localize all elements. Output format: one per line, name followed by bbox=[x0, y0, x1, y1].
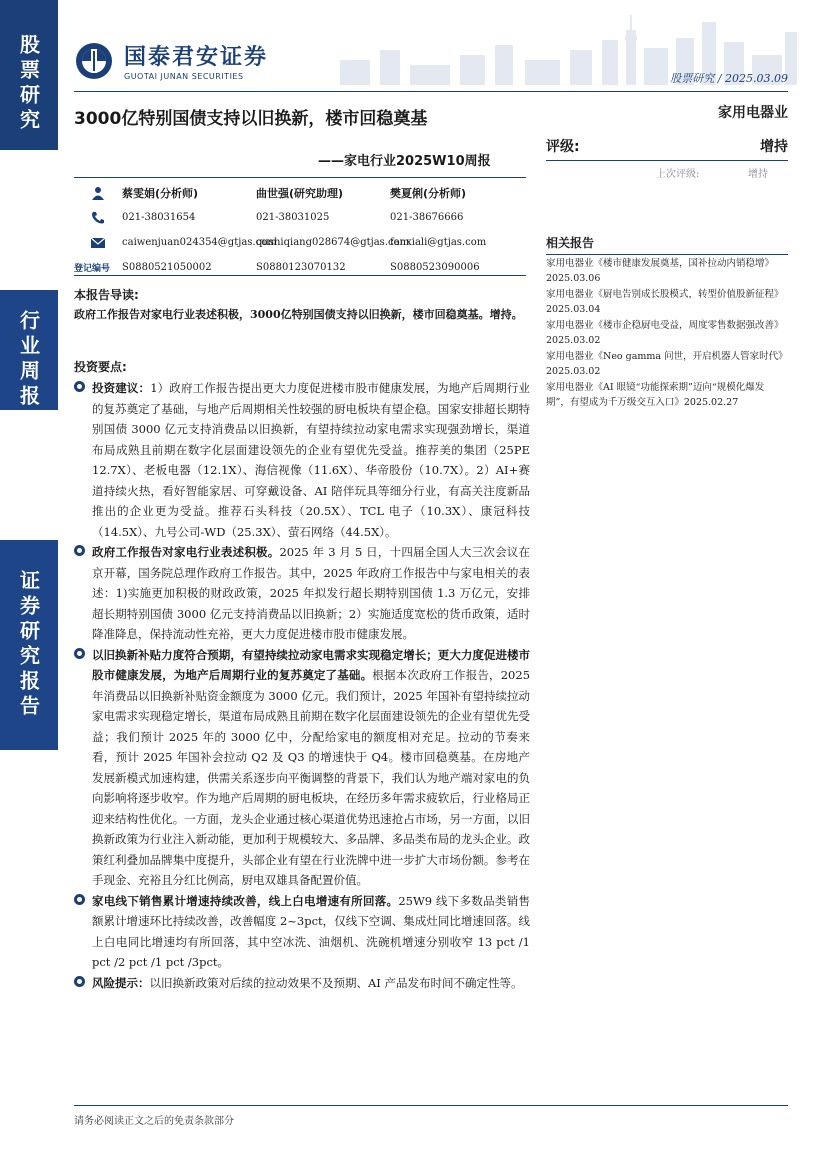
bullet-icon bbox=[74, 545, 85, 556]
analyst-email[interactable]: fanxiali@gtjas.com bbox=[390, 237, 487, 248]
rating-divider bbox=[546, 160, 788, 161]
investment-points bbox=[74, 378, 530, 993]
analyst-reg-number: S0880521050002 bbox=[122, 262, 212, 273]
investment-points-heading: 投资要点: bbox=[74, 360, 127, 374]
analyst-name-row bbox=[74, 180, 526, 205]
related-reports bbox=[546, 234, 788, 410]
analyst-email[interactable]: qushiqiang028674@gtjas.com bbox=[256, 237, 410, 248]
analyst-phone: 021-38031025 bbox=[256, 212, 330, 223]
related-report-item[interactable]: 家用电器业《楼市企稳厨电受益，周度零售数据强改善》2025.03.02 bbox=[546, 320, 784, 346]
header-divider bbox=[74, 91, 788, 92]
bullet-icon bbox=[74, 381, 85, 392]
analyst-name: 蔡雯娟(分析师) bbox=[122, 186, 199, 200]
investment-point: 以旧换新补贴力度符合预期，有望持续拉动家电需求实现稳定增长；更大力度促进楼市股市健康发展，为地产后周期行业的复苏奠定了基础。根据本次政府工作报告，2025 年消费品以旧换新补贴资金额度为 3000 亿元。我们预计，2025 年国补有望持续拉动家电需求实现稳定增长，渠道布局成熟且前期在数字化层面建设领先的企业有望优先受益；我们预计 2025 年的 3000 亿中，分配给家电的额度相对充足。拉动的节奏来看，预计 2025 年国补会拉动 Q2 及 Q3 的增速快于 Q4。楼市回稳奠基。在房地产发展新模式加速构建，供需关系逐步向平衡调整的背景下，我们认为地产端对家电的负向影响将逐步收窄。作为地产后周期的厨电板块，在经历多年需求疲软后，行业格局正迎来结构性优化。一方面，龙头企业通过核心渠道优势迅速抢占市场，另一方面，以旧换新政策为行业注入新动能，更加利于规模较大、多品牌、多品类布局的龙头企业。政策红利叠加品牌集中度提升，头部企业有望在行业洗牌中进一步扩大市场份额。参考在手现金、充裕且分红比例高，厨电双雄具备配置价值。 bbox=[74, 645, 530, 891]
logo-chinese-name: 国泰君安证券 bbox=[124, 45, 269, 70]
rating-label: 评级: bbox=[546, 139, 580, 155]
industry-label: 家用电器业 bbox=[718, 105, 788, 121]
logo-mark-icon bbox=[74, 41, 114, 81]
analyst-bottom-divider bbox=[74, 275, 526, 276]
bullet-icon bbox=[74, 976, 85, 987]
footer-divider bbox=[74, 1105, 788, 1106]
sidebar-stock-research: 股票研究 bbox=[0, 0, 58, 150]
analyst-name: 樊夏俐(分析师) bbox=[390, 186, 467, 200]
analyst-person-icon bbox=[90, 185, 106, 201]
bullet-icon bbox=[74, 894, 85, 905]
analyst-email[interactable]: caiwenjuan024354@gtjas.com bbox=[122, 237, 277, 248]
investment-point: 政府工作报告对家电行业表述积极。2025 年 3 月 5 日，十四届全国人大三次会议在京开幕，国务院总理作政府工作报告。其中，2025 年政府工作报告中与家电相关的表述：1)实施更加积极的财政政策，2025 年拟发行超长期特别国债 1.3 万亿元，安排超长期特别国债 3000 亿元支持消费品以旧换新；2）实施适度宽松的货币政策，适时降准降息，保持流动性充裕，更大力度促进楼市股市健康发展。 bbox=[74, 542, 530, 645]
phone-icon bbox=[90, 210, 106, 226]
analyst-reg-number: S0880523090006 bbox=[390, 262, 480, 273]
sidebar-securities-report: 证券研究报告 bbox=[0, 540, 58, 750]
disclaimer-footer: 请务必阅读正文之后的免责条款部分 bbox=[74, 1116, 234, 1127]
email-icon bbox=[90, 236, 106, 250]
rating-box bbox=[546, 136, 788, 180]
analyst-reg-number: S0880123070132 bbox=[256, 262, 346, 273]
guide-heading: 本报告导读: bbox=[74, 288, 139, 302]
analyst-phone-row bbox=[74, 205, 526, 230]
investment-point: 投资建议：1）政府工作报告提出更大力度促进楼市股市健康发展，为地产后周期行业的复苏奠定了基础，与地产后周期相关性较强的厨电板块有望企稳。国家安排超长期特别国债 3000 亿元支持消费品以旧换新，有望持续拉动家电需求实现强劲增长，渠道布局成熟且前期在数字化层面建设领先的企业有望优先受益。推荐美的集团（25PE 12.7X）、老板电器（12.1X）、海信视像（11.6X）、华帝股份（10.7X）。2）AI+赛道持续火热，看好智能家居、可穿戴设备、AI 陪伴玩具等细分行业，有高关注度新品推出的企业更为受益。推荐石头科技（20.5X）、TCL 电子（10.3X）、康冠科技（14.5X）、九号公司-WD（25.3X）、萤石网络（44.5X）。 bbox=[74, 378, 530, 542]
analyst-phone: 021-38031654 bbox=[122, 212, 196, 223]
previous-rating-label: 上次评级: bbox=[656, 169, 700, 180]
investment-point: 风险提示：以旧换新政策对后续的拉动效果不及预期、AI 产品发布时间不确定性等。 bbox=[74, 973, 530, 994]
investment-point: 家电线下销售累计增速持续改善，线上白电增速有所回落。25W9 线下多数品类销售额累计增速环比持续改善，改善幅度 2~3pct，仅线下空调、集成灶同比增速回落。线上白电同比增速均有所回落，其中空冰洗、油烟机、洗碗机增速分别收窄 13 pct /1 pct /2 pct /1 pct /3pct。 bbox=[74, 891, 530, 973]
analyst-phone: 021-38676666 bbox=[390, 212, 464, 223]
analyst-top-divider bbox=[74, 177, 526, 178]
logo-english-name: GUOTAI JUNAN SECURITIES bbox=[124, 72, 244, 81]
rating-value: 增持 bbox=[760, 139, 788, 155]
related-reports-heading: 相关报告 bbox=[546, 234, 788, 255]
related-report-item[interactable]: 家用电器业《AI 眼镜“功能探索期”迈向“规模化爆发期”，有望成为千万级交互入口》2025.02.27 bbox=[546, 382, 765, 408]
report-subtitle: ——家电行业2025W10周报 bbox=[318, 154, 491, 169]
report-type-date: 股票研究 / 2025.03.09 bbox=[670, 72, 788, 85]
bullet-icon bbox=[74, 648, 85, 659]
registration-label: 登记编号 bbox=[74, 264, 111, 274]
analyst-email-row bbox=[74, 230, 526, 255]
analyst-name: 曲世强(研究助理) bbox=[256, 186, 344, 200]
related-report-item[interactable]: 家用电器业《厨电告别成长股模式，转型价值股新征程》2025.03.04 bbox=[546, 289, 784, 315]
related-report-item[interactable]: 家用电器业《Neo gamma 问世，开启机器人管家时代》2025.03.02 bbox=[546, 351, 788, 377]
previous-rating-value: 增持 bbox=[748, 169, 768, 180]
related-report-item[interactable]: 家用电器业《楼市健康发展奠基，国补拉动内销稳增》2025.03.06 bbox=[546, 258, 775, 284]
sidebar-industry-weekly: 行业周报 bbox=[0, 290, 58, 410]
analyst-table bbox=[74, 180, 526, 280]
analyst-reg-row bbox=[74, 255, 526, 280]
guide-text: 政府工作报告对家电行业表述积极，3000亿特别国债支持以旧换新，楼市回稳奠基。增持。 bbox=[74, 308, 523, 321]
brand-logo bbox=[74, 40, 268, 81]
report-title: 3000亿特别国债支持以旧换新，楼市回稳奠基 bbox=[74, 109, 428, 129]
